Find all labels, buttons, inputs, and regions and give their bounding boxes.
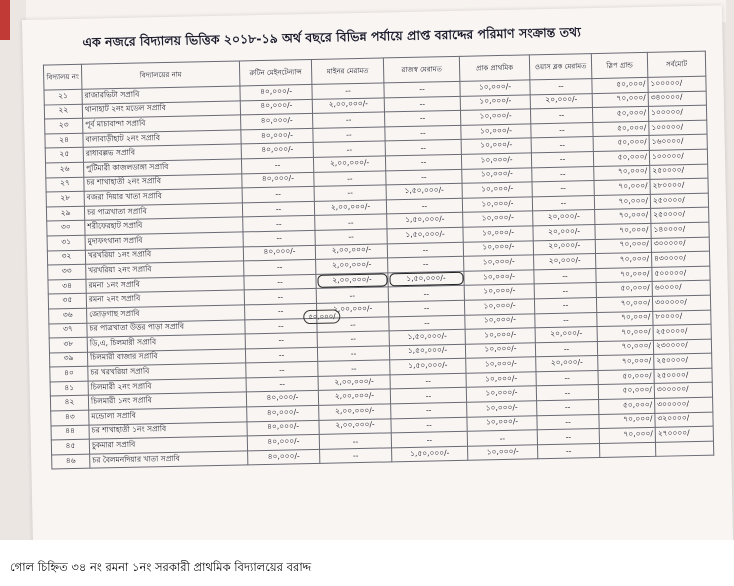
table-cell: ১০,০০০/-	[466, 372, 536, 388]
table-cell: --	[386, 169, 462, 185]
table-cell: চিলমারী ২নং সপ্রাবি	[88, 378, 246, 396]
table-cell: ১০০০০০/	[649, 120, 707, 136]
table-cell: ৪৩	[51, 410, 89, 425]
table-cell: --	[315, 229, 387, 245]
table-cell: ২,০০,০০০/-	[314, 200, 386, 216]
table-cell: ২,০০,০০০/-	[316, 258, 388, 274]
table-cell: ৫০,০০০/	[593, 150, 649, 166]
table-cell: ২৩	[45, 118, 83, 133]
table-cell: ৫০,০০০/	[598, 369, 654, 385]
table-cell: ২০,০০০/-	[533, 224, 595, 240]
allocation-table	[43, 51, 714, 470]
allocation-sheet	[22, 5, 733, 540]
handwritten-note: ৫০,০০০/	[303, 309, 341, 324]
table-cell: ১,৫০,০০০/-	[387, 227, 463, 243]
table-cell: ১০,০০০/-	[460, 94, 530, 110]
sheet-title: এক নজরে বিদ্যালয় ভিত্তিক ২০১৮-১৯ অর্থ বছরে বিভিন্ন পর্যায়ে প্রাপ্ত বরাদ্দের পরিমাণ সংক্রান্ত তথ্য	[82, 24, 581, 50]
table-cell: --	[391, 402, 467, 418]
table-cell: ২৫০০০০/	[653, 324, 711, 340]
table-cell: --	[317, 316, 389, 332]
table-cell: --	[532, 181, 594, 197]
table-cell: --	[242, 201, 314, 217]
header-cell: স্লিপ গ্রান্ড	[591, 52, 648, 78]
table-cell: --	[313, 127, 385, 143]
table-cell: ৪০,০০০/-	[241, 114, 313, 130]
table-cell: ৭০,০০০/	[595, 209, 651, 225]
table-cell: ২০,০০০/-	[533, 210, 595, 226]
table-cell: --	[530, 108, 592, 124]
table-cell: ২,০০,০০০/-	[316, 273, 388, 289]
header-cell: মাইনর মেরামত	[311, 58, 384, 85]
table-cell: ৭০,০০০/	[596, 296, 652, 312]
table-cell: খরখরিয়া ২নং সপ্রাবি	[86, 261, 244, 279]
table-cell: ৭০,০০০/	[599, 428, 655, 444]
table-cell: --	[246, 362, 318, 378]
table-cell: ২,০০,০০০/-	[318, 389, 390, 405]
table-cell: ২৫০০০০/	[651, 208, 709, 224]
table-cell	[655, 441, 713, 457]
table-cell: ১,৫০,০০০/-	[392, 446, 468, 462]
table-cell: চর শাখাহাতী ১নং সপ্রাবি	[89, 422, 247, 440]
table-cell: ১০,০০০/-	[462, 197, 532, 213]
table-cell: ২৭	[46, 177, 84, 192]
table-cell: ডি,এ, চিলমারী সপ্রাবি	[87, 334, 245, 352]
table-cell: ৩১	[47, 235, 85, 250]
table-cell: ১,৫০,০০০/-	[387, 213, 463, 229]
table-cell: --	[242, 187, 314, 203]
table-cell: --	[534, 268, 596, 284]
table-cell: ২৭০০০০/	[655, 426, 713, 442]
table-cell: ৩৯	[49, 352, 87, 367]
table-cell: ১০,০০০/-	[467, 415, 537, 431]
table-cell: ২৬	[46, 162, 84, 177]
table-cell: রাধাবল্লভ সপ্রাবি	[83, 144, 241, 162]
table-cell: ৪৬	[52, 454, 90, 469]
table-cell: ৪০,০০০/-	[246, 391, 318, 407]
table-cell: ৩৫	[48, 294, 86, 309]
header-cell: ওয়াস ব্লক মেরামত	[529, 54, 592, 80]
table-cell: ২,০০,০০০/-	[318, 375, 390, 391]
table-cell: ৪০,০০০/-	[241, 143, 313, 159]
table-cell: ১,৫০,০০০/-	[386, 183, 462, 199]
table-cell: --	[245, 303, 317, 319]
table-cell: ১০,০০০/-	[467, 401, 537, 417]
table-cell: --	[314, 185, 386, 201]
table-cell: ৬০০০০/	[652, 280, 710, 296]
table-cell: রমনা ২নং সপ্রাবি	[86, 290, 244, 308]
table-cell: --	[389, 315, 465, 331]
table-cell: ১০,০০০/-	[461, 124, 531, 140]
table-cell: ১০,০০০/-	[464, 284, 534, 300]
table-cell: ৭০,০০০/	[596, 267, 652, 283]
table-cell: ১০,০০০/-	[460, 109, 530, 125]
table-cell: ১,৫০,০০০/-	[389, 344, 465, 360]
table-cell: ১০,০০০/-	[468, 445, 538, 461]
table-cell: ২০,০০০/-	[534, 254, 596, 270]
table-cell: জোড়গাছ সপ্রাবি	[87, 305, 245, 323]
table-cell: ৫০,০০০/	[593, 136, 649, 152]
table-cell: ৫০,০০০/	[598, 384, 654, 400]
table-cell: ৭০,০০০/	[596, 252, 652, 268]
table-cell: ১০,০০০/-	[465, 343, 535, 359]
table-cell: ৩৬	[49, 308, 87, 323]
table-cell: --	[388, 300, 464, 316]
table-cell: ২০,০০০/-	[533, 239, 595, 255]
header-cell: রাজস্ব মেরামত	[383, 56, 460, 83]
table-cell: বজরা দিয়ার খাতা সপ্রাবি	[84, 188, 242, 206]
table-cell: --	[532, 166, 594, 182]
table-cell: ৭০,০০০/	[597, 340, 653, 356]
table-cell: ১০,০০০/-	[464, 299, 534, 315]
table-cell: ২৩০০০০/	[653, 339, 711, 355]
photo-caption: গোল চিহ্নিত ৩৪ নং রমনা ১নং সরকারী প্রাথমিক বিদ্যালয়ের বরাদ্দ	[10, 560, 312, 574]
table-cell: ৩৮	[49, 337, 87, 352]
table-cell: ৭০,০০০/	[597, 325, 653, 341]
table-cell: --	[384, 96, 460, 112]
table-cell: ১০,০০০/-	[465, 328, 535, 344]
table-cell: --	[537, 429, 599, 445]
table-cell: চিলমারী বাজার সপ্রাবি	[87, 349, 245, 367]
table-cell: --	[241, 157, 313, 173]
table-cell: ৮০০০০/	[653, 310, 711, 326]
table-cell: ৪০,০০০/-	[243, 245, 315, 261]
table-cell: --	[532, 195, 594, 211]
table-cell: ২০,০০০/-	[535, 327, 597, 343]
table-cell: --	[388, 286, 464, 302]
table-cell: ৩০০০০০/	[652, 295, 710, 311]
table-cell: চর খরখরিয়া সপ্রাবি	[88, 363, 246, 381]
table-cell: ১০,০০০/-	[465, 313, 535, 329]
table-cell: --	[312, 83, 384, 99]
table-cell: ৪১	[50, 381, 88, 396]
table-cell: --	[319, 433, 391, 449]
table-cell: ৩৪০০০০/	[648, 91, 706, 107]
table-cell: ১০,০০০/-	[461, 153, 531, 169]
table-cell: --	[536, 370, 598, 386]
table-cell: ৪০,০০০/-	[241, 128, 313, 144]
table-cell: ৭০,০০০/	[594, 194, 650, 210]
table-cell: রাজারভিটা সপ্রাবি	[82, 86, 240, 104]
table-cell: চিলমারী ১নং সপ্রাবি	[88, 392, 246, 410]
table-cell: --	[317, 331, 389, 347]
table-cell: ৪০,০০০/-	[240, 84, 312, 100]
table-cell: বালাবাড়ীহাট ২নং সপ্রাবি	[83, 130, 241, 148]
table-cell: ৩২০০০০/	[655, 412, 713, 428]
table-cell: ৭০,০০০/	[594, 180, 650, 196]
table-cell: ৪৫	[51, 439, 89, 454]
table-cell: ১০,০০০/-	[463, 240, 533, 256]
table-cell: ২৫০০০০/	[654, 368, 712, 384]
table-cell: ১৪০০০০/	[651, 222, 709, 238]
header-cell: প্রাক প্রাথমিক	[459, 55, 530, 81]
table-cell: ৭০,০০০/	[597, 311, 653, 327]
table-cell	[599, 442, 655, 458]
table-cell: ১৬০০০০/	[649, 135, 707, 151]
table-cell: --	[385, 111, 461, 127]
table-cell: ২৮	[46, 191, 84, 206]
table-cell: ৪০,০০০/-	[247, 435, 319, 451]
table-cell: পুটিমারী কাজলডাঙ্গা সপ্রাবি	[83, 159, 241, 177]
table-cell: ৩৭	[49, 323, 87, 338]
table-cell: --	[385, 125, 461, 141]
table-cell: --	[313, 141, 385, 157]
table-cell: ১০,০০০/-	[462, 167, 532, 183]
table-cell: ৭০,০০০/	[594, 165, 650, 181]
table-cell: রমনা ১নং সপ্রাবি	[86, 276, 244, 294]
table-cell: --	[315, 214, 387, 230]
table-cell: ২০,০০০/-	[530, 93, 592, 109]
table-cell: ২৯	[46, 206, 84, 221]
table-cell: ১,৫০,০০০/-	[390, 359, 466, 375]
table-cell: --	[537, 414, 599, 430]
table-cell: ৪৪	[51, 425, 89, 440]
table-cell: ১০,০০০/-	[464, 255, 534, 271]
table-cell: --	[388, 256, 464, 272]
header-cell: বিদ্যালয় নং	[43, 64, 82, 90]
table-cell: ১০,০০০/-	[460, 80, 530, 96]
table-cell: --	[243, 216, 315, 232]
table-cell: ১০০০০০/	[648, 105, 706, 121]
table-cell: ৭০,০০০/	[599, 413, 655, 429]
table-cell: ৩০০০০০/	[654, 383, 712, 399]
table-cell: --	[538, 443, 600, 459]
table-cell: --	[531, 122, 593, 138]
table-cell: থানাহাট ২নং মডেল সপ্রাবি	[82, 101, 240, 119]
table-cell: ৪২	[50, 396, 88, 411]
table-cell: --	[537, 400, 599, 416]
table-cell: --	[385, 140, 461, 156]
table-cell: চুকমারা সপ্রাবি	[89, 436, 247, 454]
table-cell: --	[390, 373, 466, 389]
table-cell: ৫০০০০০/	[652, 266, 710, 282]
table-cell: --	[535, 312, 597, 328]
table-cell: --	[390, 388, 466, 404]
table-cell: ২,০০,০০০/-	[319, 404, 391, 420]
table-cell: --	[391, 417, 467, 433]
table-cell: --	[245, 318, 317, 334]
table-cell: ৩৪	[48, 279, 86, 294]
table-cell: ২৫০০০০/	[650, 164, 708, 180]
table-cell: --	[246, 376, 318, 392]
table-cell: ৩৩	[48, 264, 86, 279]
table-cell: চর পাত্রখাতা সপ্রাবি	[84, 203, 242, 221]
table-cell: ১০,০০০/-	[462, 182, 532, 198]
table-cell: ৩২	[47, 250, 85, 265]
table-cell: --	[384, 81, 460, 97]
table-cell: ৫০,০০০/	[592, 107, 648, 123]
table-cell: ২,০০,০০০/-	[313, 156, 385, 172]
table-cell: ৫০,০০০/	[592, 77, 648, 93]
table-cell: --	[317, 346, 389, 362]
table-cell: ২৫০০০০/	[654, 353, 712, 369]
table-cell: --	[534, 283, 596, 299]
table-cell: ৪০,০০০/-	[240, 99, 312, 115]
table-cell: --	[530, 79, 592, 95]
table-cell: ২৫	[45, 148, 83, 163]
table-cell: --	[244, 260, 316, 276]
table-cell: --	[531, 137, 593, 153]
header-cell: রুটিন মেইনটেন্যান্স	[239, 59, 312, 86]
table-cell: --	[535, 341, 597, 357]
table-cell: --	[313, 112, 385, 128]
table-cell: ১০,০০০/-	[464, 270, 534, 286]
table-cell: --	[245, 332, 317, 348]
table-cell: ৫০,০০০/	[596, 282, 652, 298]
table-cell: মন্ডোলা সপ্রাবি	[89, 407, 247, 425]
table-cell: চর শাখাহাতী ২নং সপ্রাবি	[84, 173, 242, 191]
table-cell: ৫০,০০০/	[599, 398, 655, 414]
table-cell: --	[385, 154, 461, 170]
table-cell: ২,০০,০০০/-	[319, 419, 391, 435]
table-cell: --	[536, 385, 598, 401]
table-cell: ৪০,০০০/-	[242, 172, 314, 188]
table-cell: ১০০০০০/	[649, 149, 707, 165]
table-cell: --	[467, 430, 537, 446]
table-cell: ৩০০০০০/	[651, 237, 709, 253]
table-cell: --	[387, 242, 463, 258]
table-cell: ২১	[44, 89, 82, 104]
table-cell: --	[244, 274, 316, 290]
red-background-edge	[0, 0, 10, 40]
header-cell: সর্বমোট	[647, 51, 706, 77]
table-cell: --	[320, 448, 392, 464]
table-cell: ৪০,০০০/-	[248, 449, 320, 465]
table-cell: ২৫০০০০/	[650, 193, 708, 209]
table-cell: ৪৩০০০০/	[652, 251, 710, 267]
table-cell: --	[531, 152, 593, 168]
table-cell: ৪০,০০০/-	[247, 420, 319, 436]
table-cell: ২,০০,০০০/-	[315, 243, 387, 259]
table-cell: মুদাফৎথানা সপ্রাবি	[85, 232, 243, 250]
table-cell: --	[534, 297, 596, 313]
table-cell: --	[318, 360, 390, 376]
table-cell: ৩০	[47, 221, 85, 236]
table-cell: ২৪	[45, 133, 83, 148]
table-cell: ১০,০০০/-	[461, 138, 531, 154]
table-cell: চর পাত্রখাতা উত্তর পাড়া সপ্রাবি	[87, 319, 245, 337]
table-cell: --	[314, 170, 386, 186]
table-cell: ৩০০০০০/	[655, 397, 713, 413]
table-cell: চর বৈলমনদিয়ার খাতা সপ্রাবি	[90, 451, 248, 469]
table-cell: ২২	[44, 104, 82, 119]
table-cell: ৭০,০০০/	[595, 238, 651, 254]
table-cell: ২০,০০০/-	[536, 356, 598, 372]
table-cell: ১০,০০০/-	[466, 357, 536, 373]
table-cell: ২৮০০০০/	[650, 178, 708, 194]
table-cell: ২,০০,০০০/-	[312, 98, 384, 114]
table-cell: ১০,০০০/-	[463, 226, 533, 242]
table-cell: ৪০,০০০/-	[247, 405, 319, 421]
table-cell: --	[316, 287, 388, 303]
table-cell: --	[391, 432, 467, 448]
header-cell: বিদ্যালয়ের নাম	[81, 61, 239, 89]
table-cell: শরীফেরহাট সপ্রাবি	[85, 217, 243, 235]
table-cell: খরখরিয়া ১নং সপ্রাবি	[85, 246, 243, 264]
table-cell: ২,০০,০০০/-	[316, 302, 388, 318]
table-cell: ১,৫০,০০০/-	[389, 329, 465, 345]
table-cell: পূর্ব মাচাবান্দা সপ্রাবি	[83, 115, 241, 133]
table-cell: --	[245, 347, 317, 363]
table-cell: ৭০,০০০/	[595, 223, 651, 239]
table-cell: --	[243, 230, 315, 246]
table-cell: --	[386, 198, 462, 214]
table-cell: ১০,০০০/-	[466, 386, 536, 402]
table-cell: ৫০,০০০/	[593, 121, 649, 137]
table-cell: ১০০০০০/	[648, 76, 706, 92]
table-cell: ১,৫০,০০০/-	[388, 271, 464, 287]
table-cell: --	[244, 289, 316, 305]
table-cell: ৪০	[50, 366, 88, 381]
table-cell: ৭০,০০০/	[598, 355, 654, 371]
table-body	[44, 76, 714, 469]
table-cell: ৭০,০০০/	[592, 92, 648, 108]
table-cell: ১০,০০০/-	[463, 211, 533, 227]
